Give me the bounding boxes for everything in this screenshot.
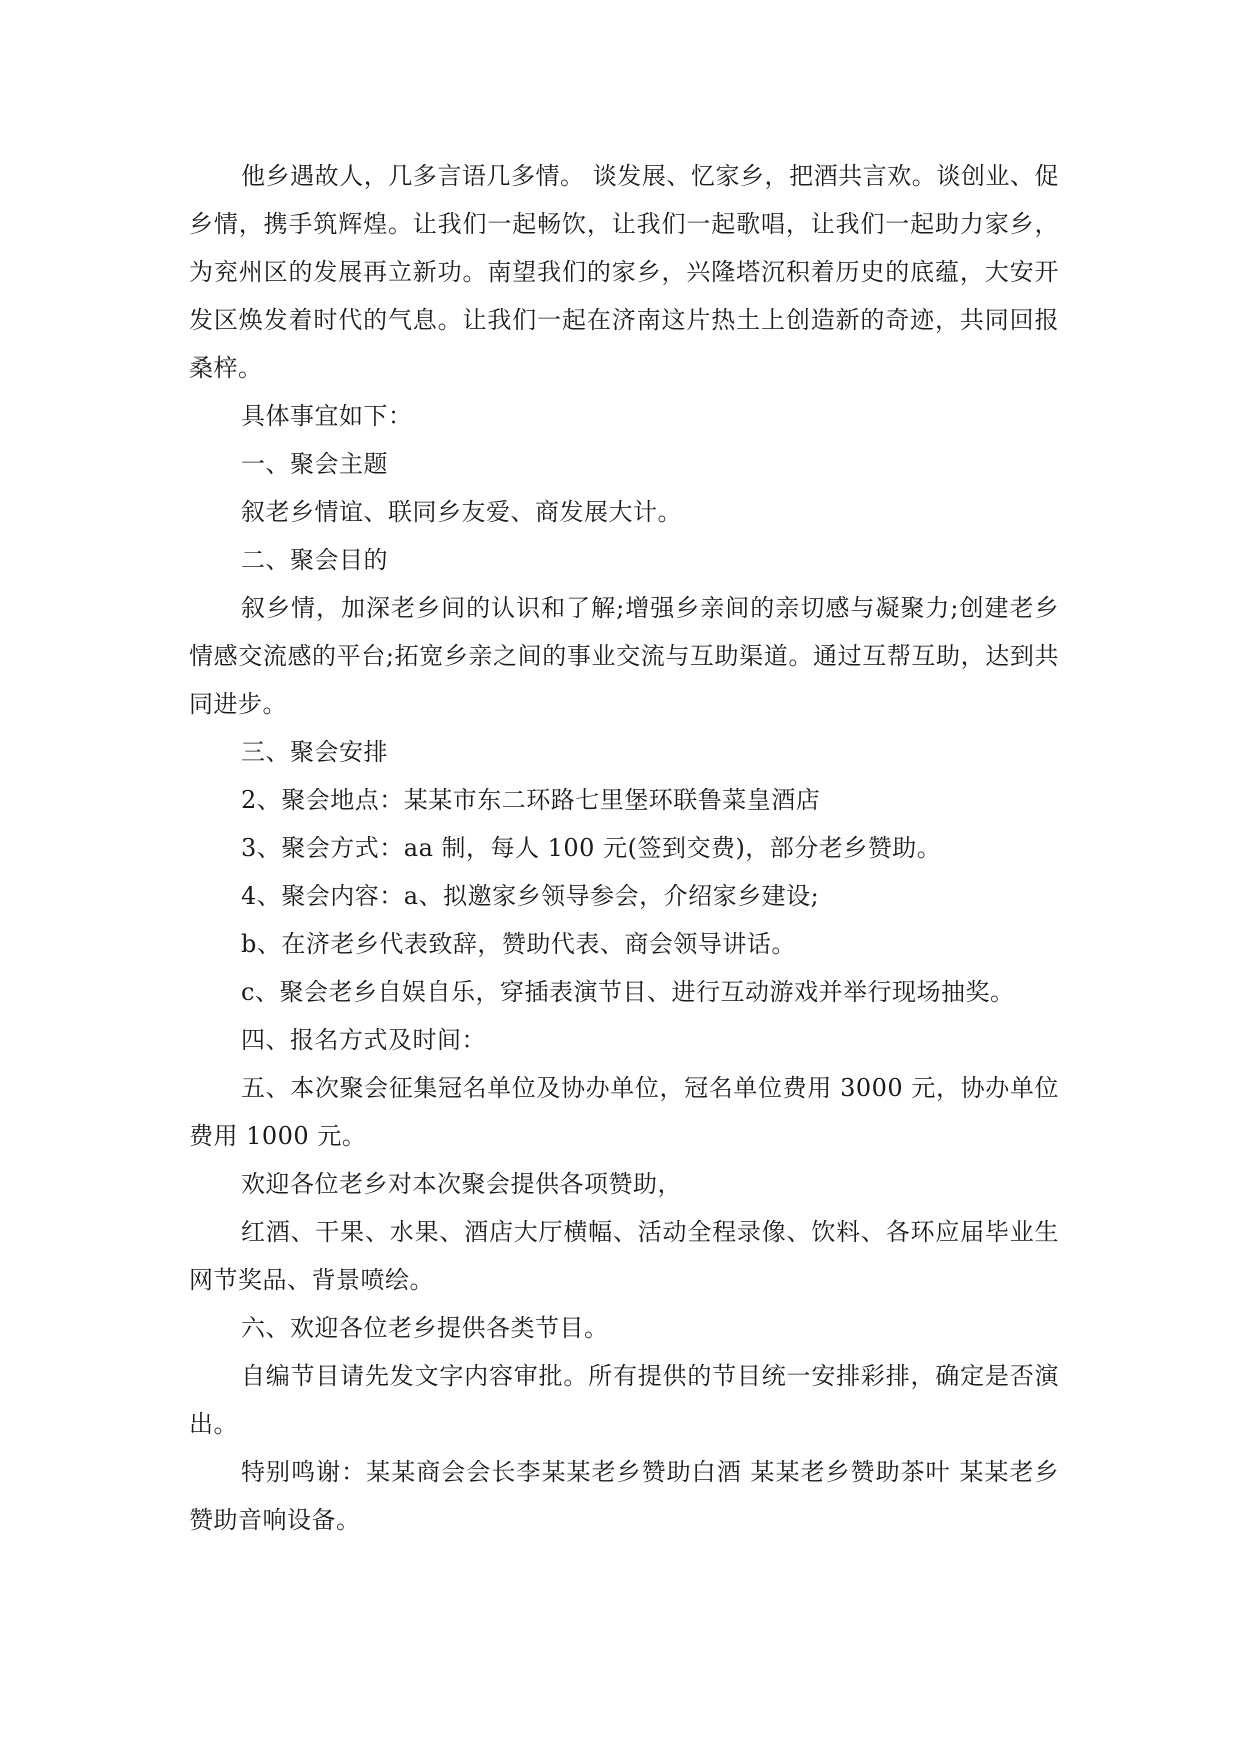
- paragraph-welcome-sponsors: 欢迎各位老乡对本次聚会提供各项赞助，: [241, 1170, 682, 1198]
- paragraph-theme: 叙老乡情谊、联同乡友爱、商发展大计。: [241, 498, 682, 526]
- section-heading-registration: 四、报名方式及时间：: [241, 1026, 486, 1054]
- paragraph-special-thanks: 特别鸣谢：某某商会会长李某某老乡赞助白酒 某某老乡赞助茶叶 某某老乡赞助音响设备。: [189, 1458, 1059, 1534]
- paragraph-intro: 他乡遇故人，几多言语几多情。 谈发展、忆家乡，把酒共言欢。谈创业、促乡情，携手筑辉煌。让我们一起畅饮，让我们一起歌唱，让我们一起助力家乡，为兖州区的发展再立新功。南望我们的家乡，兴隆塔沉积着历史的底蕴，大安开发区焕发着时代的气息。让我们一起在济南这片热土上创造新的奇迹，共同回报桑梓。: [189, 162, 1059, 382]
- document-body: [189, 152, 1059, 1544]
- section-heading-theme: 一、聚会主题: [241, 450, 388, 478]
- paragraph-content-c: c、聚会老乡自娱自乐，穿插表演节目、进行互动游戏并举行现场抽奖。: [241, 978, 1015, 1006]
- paragraph-purpose: 叙乡情，加深老乡间的认识和了解;增强乡亲间的亲切感与凝聚力;创建老乡情感交流感的平台;拓宽乡亲之间的事业交流与互助渠道。通过互帮互助，达到共同进步。: [189, 594, 1059, 718]
- paragraph-details-heading: 具体事宜如下：: [241, 402, 413, 430]
- paragraph-sponsor-items: 红酒、干果、水果、酒店大厅横幅、活动全程录像、饮料、各环应届毕业生网节奖品、背景喷绘。: [189, 1218, 1059, 1294]
- paragraph-format: 3、聚会方式：aa 制，每人 100 元(签到交费)，部分老乡赞助。: [241, 834, 942, 862]
- section-heading-purpose: 二、聚会目的: [241, 546, 388, 574]
- paragraph-content-b: b、在济老乡代表致辞，赞助代表、商会领导讲话。: [241, 930, 796, 958]
- paragraph-content-a: 4、聚会内容：a、拟邀家乡领导参会，介绍家乡建设;: [241, 882, 820, 910]
- section-heading-programs: 六、欢迎各位老乡提供各类节目。: [241, 1314, 609, 1342]
- section-heading-arrangement: 三、聚会安排: [241, 738, 388, 766]
- paragraph-sponsorship-units: 五、本次聚会征集冠名单位及协办单位，冠名单位费用 3000 元，协办单位费用 1000 元。: [189, 1074, 1059, 1150]
- paragraph-location: 2、聚会地点：某某市东二环路七里堡环联鲁菜皇酒店: [241, 786, 821, 814]
- paragraph-program-approval: 自编节目请先发文字内容审批。所有提供的节目统一安排彩排，确定是否演出。: [189, 1362, 1059, 1438]
